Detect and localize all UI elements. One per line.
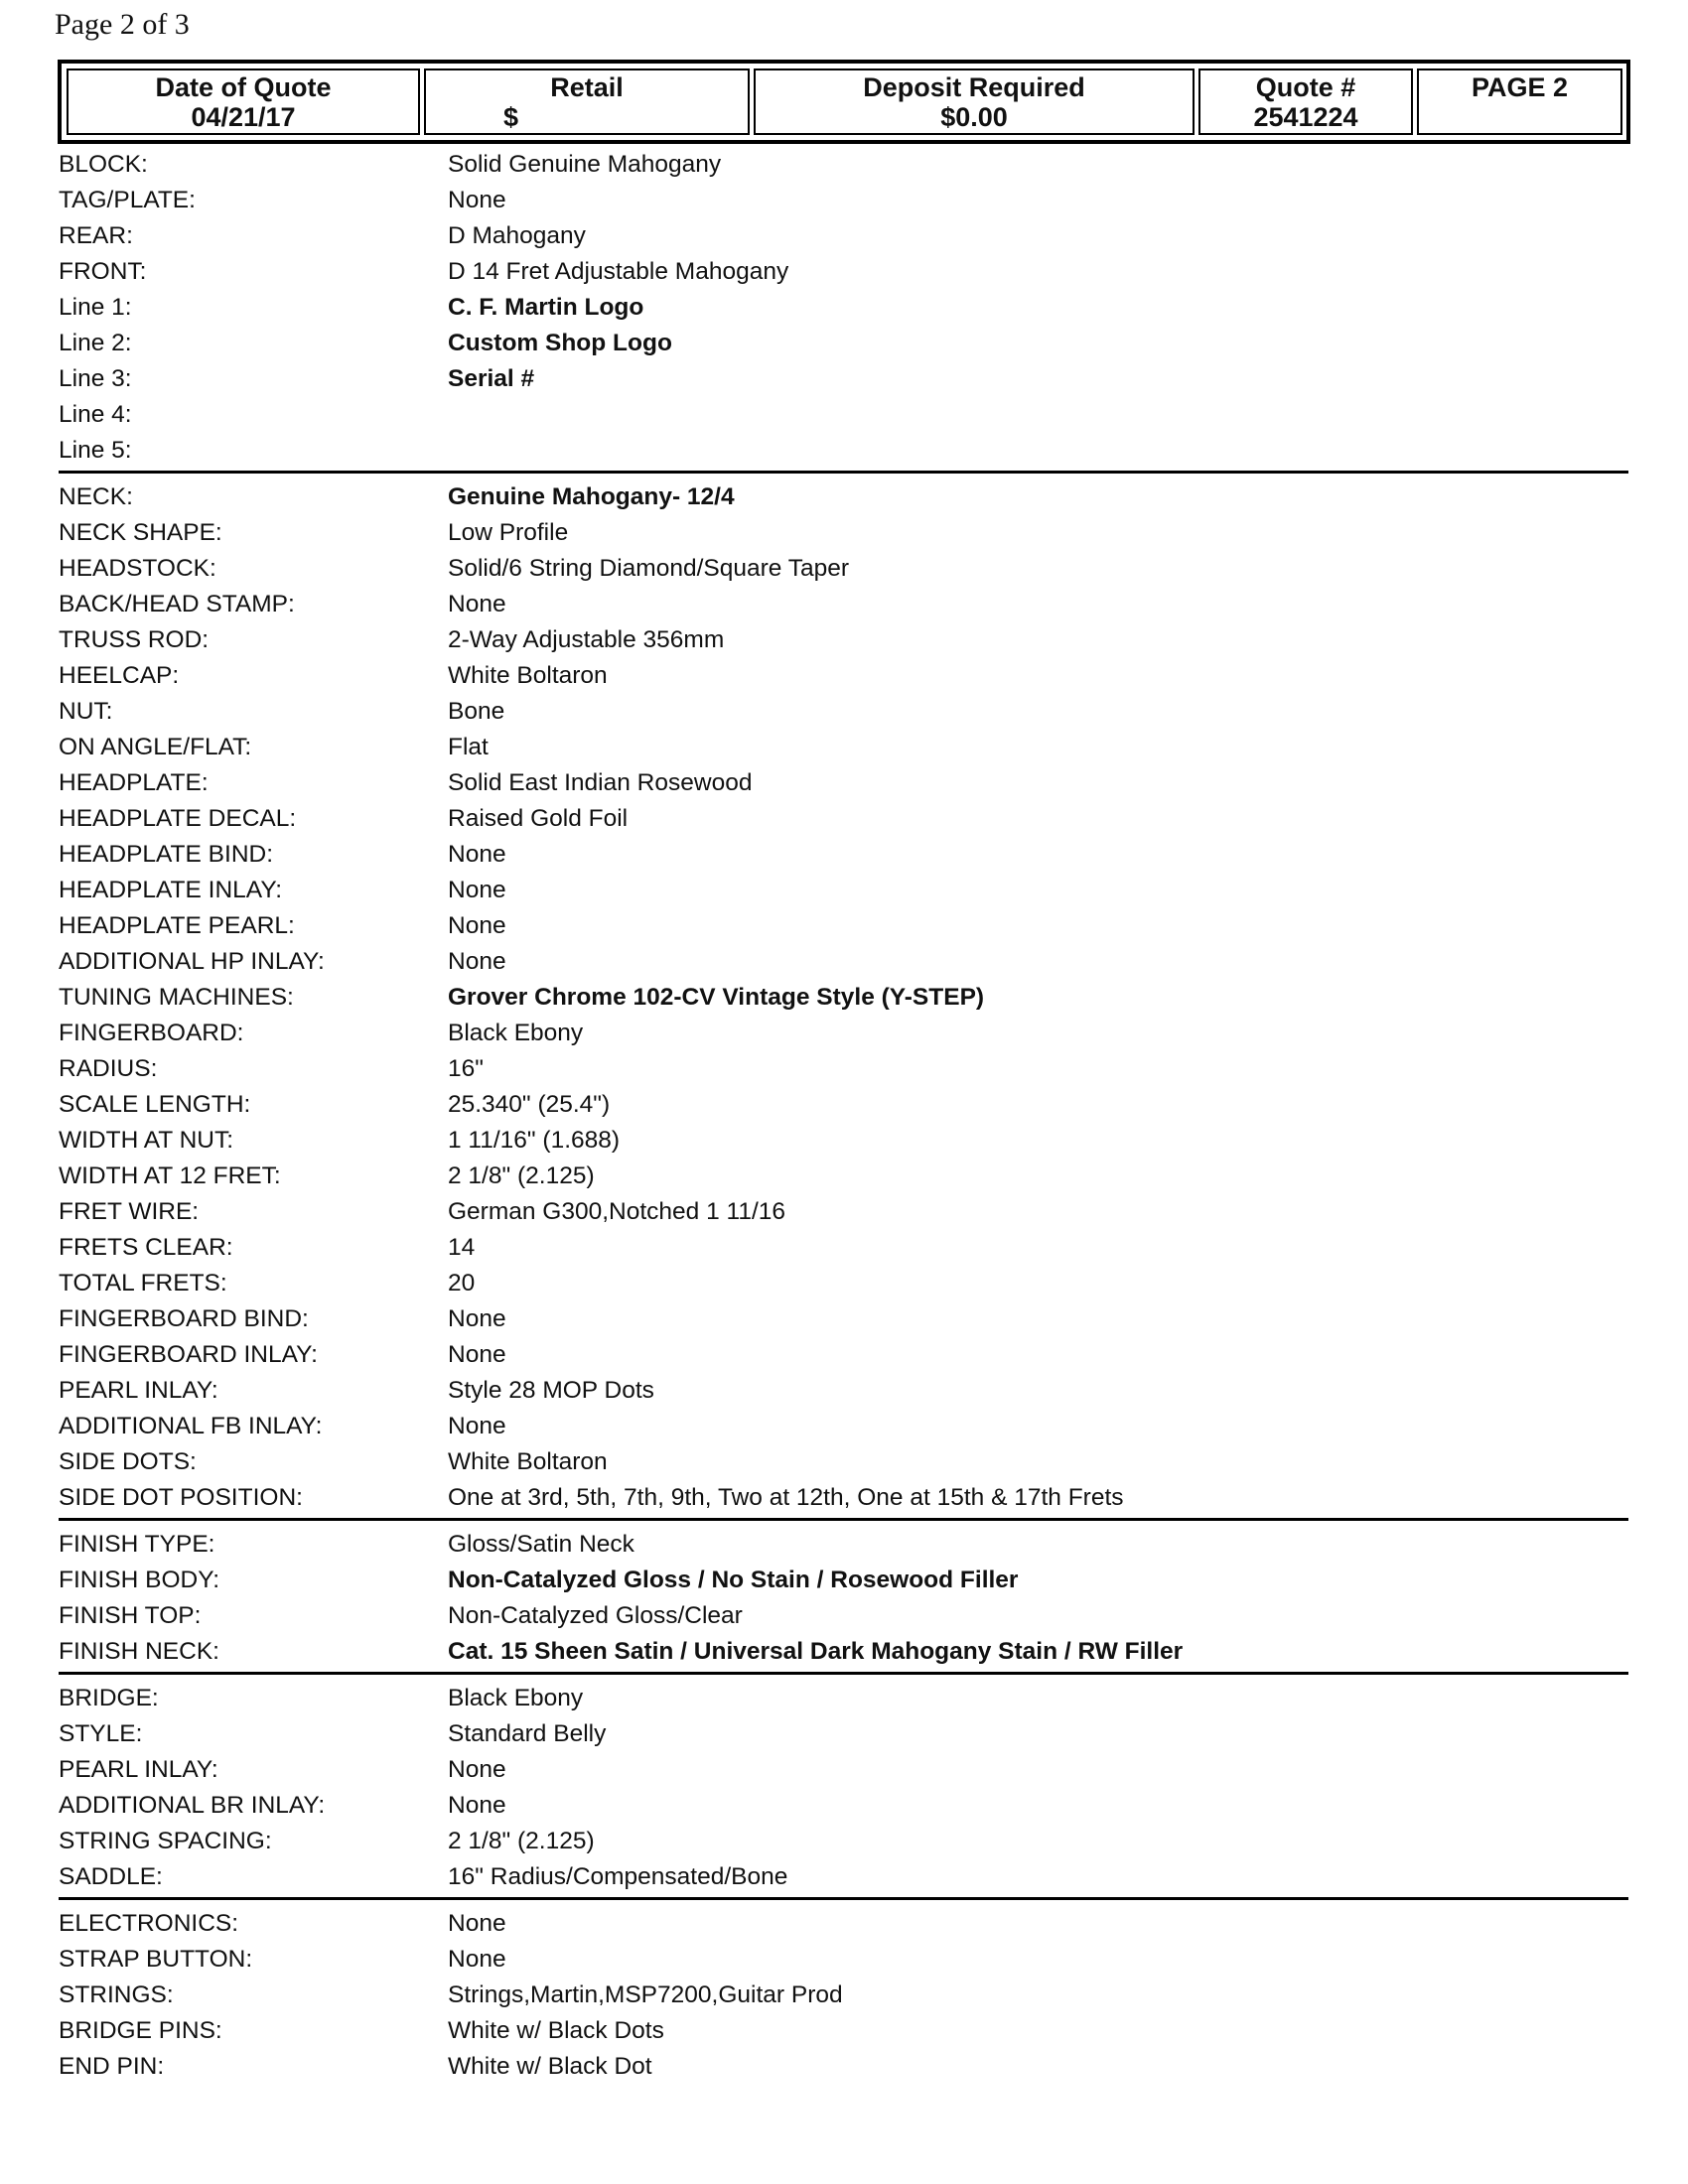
spec-row — [59, 1087, 1627, 1123]
spec-label: FINGERBOARD BIND: — [59, 1305, 309, 1332]
spec-row — [59, 1942, 1627, 1978]
spec-value: Black Ebony — [448, 1020, 584, 1046]
spec-row — [59, 1016, 1627, 1051]
spec-label: FRETS CLEAR: — [59, 1234, 233, 1261]
spec-value: 16" — [448, 1055, 484, 1082]
page-number: Page 2 of 3 — [55, 8, 190, 41]
spec-value: Bone — [448, 698, 505, 725]
spec-row — [59, 1634, 1627, 1670]
spec-row — [59, 622, 1627, 658]
spec-label: HEELCAP: — [59, 662, 180, 689]
spec-row — [59, 1906, 1627, 1942]
spec-label: HEADPLATE BIND: — [59, 841, 274, 868]
spec-value: Gloss/Satin Neck — [448, 1531, 634, 1558]
spec-row — [59, 218, 1627, 254]
spec-label: STRING SPACING: — [59, 1828, 272, 1854]
spec-value: 14 — [448, 1234, 476, 1261]
spec-row — [59, 2013, 1627, 2049]
spec-value: None — [448, 1910, 506, 1937]
spec-value: Grover Chrome 102-CV Vintage Style (Y-STEP) — [448, 984, 985, 1011]
spec-value: D Mahogany — [448, 222, 586, 249]
spec-row — [59, 1337, 1627, 1373]
spec-value: White Boltaron — [448, 662, 608, 689]
spec-label: TUNING MACHINES: — [59, 984, 294, 1011]
spec-value: White w/ Black Dot — [448, 2053, 652, 2080]
spec-label: FRET WIRE: — [59, 1198, 200, 1225]
spec-label: Line 4: — [59, 401, 132, 428]
section-divider — [59, 471, 1628, 474]
spec-value: Style 28 MOP Dots — [448, 1377, 654, 1404]
spec-value: None — [448, 1946, 506, 1973]
spec-row — [59, 1444, 1627, 1480]
spec-value: None — [448, 1792, 506, 1819]
spec-value: None — [448, 1413, 506, 1439]
spec-value: Cat. 15 Sheen Satin / Universal Dark Mahogany Stain / RW Filler — [448, 1638, 1184, 1665]
spec-value: 25.340" (25.4") — [448, 1091, 611, 1118]
spec-row — [59, 1159, 1627, 1194]
spec-value: Strings,Martin,MSP7200,Guitar Prod — [448, 1981, 843, 2008]
spec-row — [59, 183, 1627, 218]
spec-row — [59, 1681, 1627, 1716]
spec-row — [59, 980, 1627, 1016]
spec-value: 2-Way Adjustable 356mm — [448, 626, 725, 653]
spec-row — [59, 290, 1627, 326]
section-divider — [59, 1897, 1628, 1900]
spec-label: NUT: — [59, 698, 113, 725]
spec-label: ON ANGLE/FLAT: — [59, 734, 252, 760]
spec-value: White Boltaron — [448, 1448, 608, 1475]
spec-value: 1 11/16" (1.688) — [448, 1127, 621, 1154]
spec-label: STYLE: — [59, 1720, 143, 1747]
page-tag: PAGE 2 — [1471, 72, 1569, 102]
spec-label: FINGERBOARD: — [59, 1020, 244, 1046]
quote-number-label: Quote # — [1255, 72, 1356, 102]
spec-row — [59, 658, 1627, 694]
spec-row — [59, 326, 1627, 361]
spec-value: None — [448, 591, 506, 617]
spec-row — [59, 587, 1627, 622]
spec-label: FINISH TOP: — [59, 1602, 202, 1629]
section-divider — [59, 1518, 1628, 1521]
spec-label: PEARL INLAY: — [59, 1756, 218, 1783]
spec-value: 20 — [448, 1270, 476, 1297]
spec-row — [59, 944, 1627, 980]
date-of-quote-value: 04/21/17 — [191, 102, 296, 132]
spec-row — [59, 908, 1627, 944]
spec-label: STRAP BUTTON: — [59, 1946, 253, 1973]
spec-label: WIDTH AT NUT: — [59, 1127, 234, 1154]
spec-value: None — [448, 841, 506, 868]
spec-value: D 14 Fret Adjustable Mahogany — [448, 258, 789, 285]
spec-label: SCALE LENGTH: — [59, 1091, 251, 1118]
spec-label: PEARL INLAY: — [59, 1377, 218, 1404]
spec-label: FINISH BODY: — [59, 1567, 220, 1593]
spec-label: HEADPLATE DECAL: — [59, 805, 297, 832]
spec-row — [59, 1563, 1627, 1598]
spec-label: TAG/PLATE: — [59, 187, 196, 213]
spec-row — [59, 361, 1627, 397]
retail-label: Retail — [550, 72, 624, 102]
spec-row — [59, 1301, 1627, 1337]
spec-label: HEADPLATE: — [59, 769, 209, 796]
spec-value: Non-Catalyzed Gloss/Clear — [448, 1602, 743, 1629]
spec-label: Line 2: — [59, 330, 132, 356]
retail-cell — [424, 68, 750, 135]
spec-value: Genuine Mahogany- 12/4 — [448, 483, 735, 510]
spec-label: NECK SHAPE: — [59, 519, 222, 546]
spec-label: ADDITIONAL BR INLAY: — [59, 1792, 326, 1819]
spec-row — [59, 254, 1627, 290]
spec-value: Standard Belly — [448, 1720, 607, 1747]
spec-label: NECK: — [59, 483, 133, 510]
spec-label: SIDE DOT POSITION: — [59, 1484, 303, 1511]
spec-row — [59, 730, 1627, 765]
spec-label: STRINGS: — [59, 1981, 174, 2008]
spec-label: END PIN: — [59, 2053, 165, 2080]
spec-value: Flat — [448, 734, 489, 760]
spec-label: ADDITIONAL FB INLAY: — [59, 1413, 323, 1439]
spec-label: SIDE DOTS: — [59, 1448, 197, 1475]
spec-row — [59, 397, 1627, 433]
spec-row — [59, 1373, 1627, 1409]
spec-label: RADIUS: — [59, 1055, 158, 1082]
spec-value: One at 3rd, 5th, 7th, 9th, Two at 12th, One at 15th & 17th Frets — [448, 1484, 1124, 1511]
spec-row — [59, 1824, 1627, 1859]
spec-label: BRIDGE PINS: — [59, 2017, 222, 2044]
spec-label: SADDLE: — [59, 1863, 163, 1890]
spec-row — [59, 1859, 1627, 1895]
spec-value: 2 1/8" (2.125) — [448, 1828, 595, 1854]
spec-label: BACK/HEAD STAMP: — [59, 591, 295, 617]
spec-label: REAR: — [59, 222, 133, 249]
spec-label: HEADSTOCK: — [59, 555, 216, 582]
deposit-required-label: Deposit Required — [863, 72, 1085, 102]
spec-row — [59, 551, 1627, 587]
section-divider — [59, 1672, 1628, 1675]
spec-row — [59, 1230, 1627, 1266]
spec-label: FRONT: — [59, 258, 147, 285]
spec-row — [59, 837, 1627, 873]
spec-row — [59, 1716, 1627, 1752]
spec-value: None — [448, 877, 506, 903]
spec-row — [59, 1598, 1627, 1634]
deposit-required-value: $0.00 — [940, 102, 1008, 132]
spec-row — [59, 694, 1627, 730]
spec-row — [59, 765, 1627, 801]
spec-value: Custom Shop Logo — [448, 330, 672, 356]
retail-value: $ — [503, 102, 519, 132]
spec-value: White w/ Black Dots — [448, 2017, 664, 2044]
spec-row — [59, 1978, 1627, 2013]
spec-value: Raised Gold Foil — [448, 805, 629, 832]
spec-label: ADDITIONAL HP INLAY: — [59, 948, 325, 975]
deposit-required-cell — [754, 68, 1195, 135]
date-of-quote-label: Date of Quote — [155, 72, 332, 102]
spec-row — [59, 515, 1627, 551]
spec-value: None — [448, 187, 506, 213]
date-of-quote-cell — [67, 68, 420, 135]
spec-label: Line 5: — [59, 437, 132, 464]
spec-row — [59, 801, 1627, 837]
spec-label: ELECTRONICS: — [59, 1910, 239, 1937]
spec-row — [59, 147, 1627, 183]
spec-row — [59, 2049, 1627, 2085]
page-tag-cell — [1417, 68, 1622, 135]
spec-row — [59, 479, 1627, 515]
spec-row — [59, 1527, 1627, 1563]
spec-label: FINGERBOARD INLAY: — [59, 1341, 318, 1368]
spec-row — [59, 1788, 1627, 1824]
spec-value: None — [448, 1305, 506, 1332]
spec-value: Serial # — [448, 365, 535, 392]
spec-row — [59, 433, 1627, 469]
spec-label: HEADPLATE INLAY: — [59, 877, 283, 903]
spec-label: BLOCK: — [59, 151, 148, 178]
spec-row — [59, 1480, 1627, 1516]
spec-label: TOTAL FRETS: — [59, 1270, 227, 1297]
spec-value: None — [448, 1756, 506, 1783]
spec-label: TRUSS ROD: — [59, 626, 210, 653]
spec-label: Line 3: — [59, 365, 132, 392]
spec-label: HEADPLATE PEARL: — [59, 912, 295, 939]
spec-label: Line 1: — [59, 294, 132, 321]
spec-value: Non-Catalyzed Gloss / No Stain / Rosewood Filler — [448, 1567, 1019, 1593]
quote-header-table — [58, 60, 1630, 144]
spec-value: Black Ebony — [448, 1685, 584, 1711]
spec-label: FINISH TYPE: — [59, 1531, 215, 1558]
spec-row — [59, 873, 1627, 908]
quote-number-value: 2541224 — [1253, 102, 1358, 132]
spec-value: Solid East Indian Rosewood — [448, 769, 753, 796]
spec-row — [59, 1123, 1627, 1159]
spec-value: None — [448, 948, 506, 975]
spec-value: C. F. Martin Logo — [448, 294, 644, 321]
spec-row — [59, 1266, 1627, 1301]
spec-value: Low Profile — [448, 519, 569, 546]
spec-row — [59, 1051, 1627, 1087]
spec-row — [59, 1194, 1627, 1230]
spec-value: 16" Radius/Compensated/Bone — [448, 1863, 788, 1890]
spec-value: 2 1/8" (2.125) — [448, 1162, 595, 1189]
spec-row — [59, 1409, 1627, 1444]
spec-row — [59, 1752, 1627, 1788]
spec-value: None — [448, 1341, 506, 1368]
spec-value: German G300,Notched 1 11/16 — [448, 1198, 786, 1225]
spec-label: WIDTH AT 12 FRET: — [59, 1162, 281, 1189]
spec-value: Solid/6 String Diamond/Square Taper — [448, 555, 850, 582]
spec-value: None — [448, 912, 506, 939]
spec-label: FINISH NECK: — [59, 1638, 219, 1665]
quote-number-cell — [1198, 68, 1413, 135]
spec-value: Solid Genuine Mahogany — [448, 151, 722, 178]
spec-label: BRIDGE: — [59, 1685, 159, 1711]
